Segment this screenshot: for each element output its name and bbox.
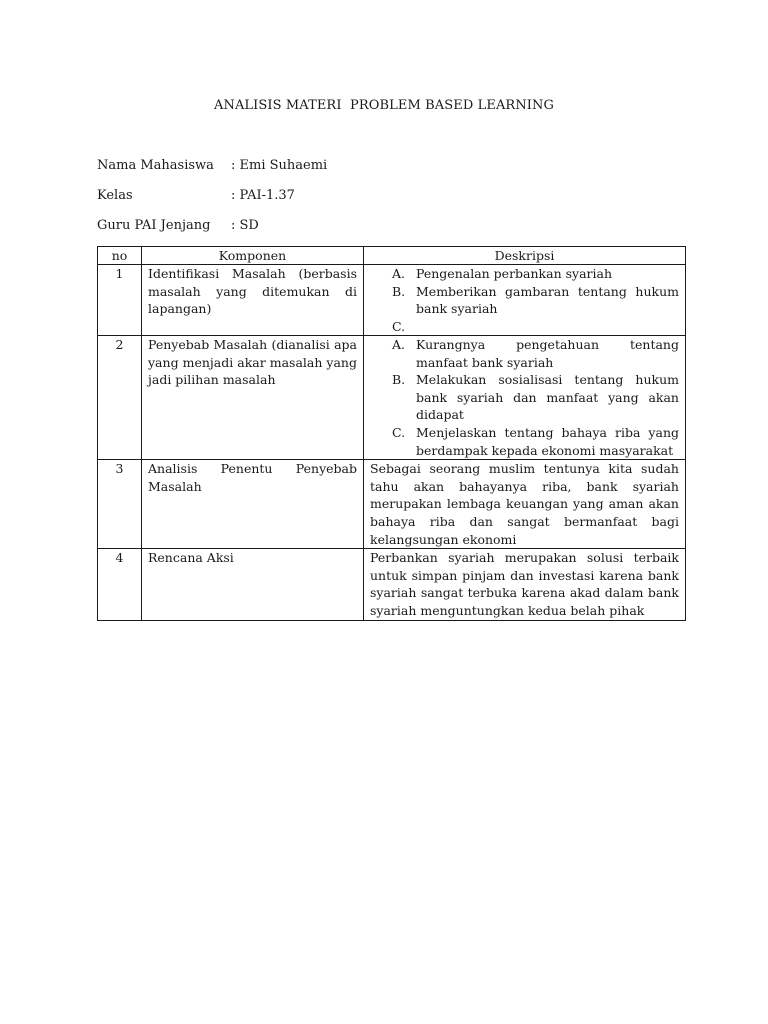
row-number: 3 xyxy=(98,460,142,549)
info-value-guru: : SD xyxy=(231,218,259,233)
deskripsi-cell xyxy=(364,336,686,460)
list-marker: A. xyxy=(392,266,406,281)
header-komponen: Komponen xyxy=(142,247,364,265)
list-marker: B. xyxy=(392,372,406,388)
list-marker: C. xyxy=(392,318,406,334)
row-number: 1 xyxy=(98,265,142,336)
list-marker: A. xyxy=(392,337,406,352)
list-item xyxy=(370,265,679,283)
list-item-text: Kurangnya pengetahuan tentang manfaat bank syariah xyxy=(416,337,679,370)
header-no: no xyxy=(98,247,142,265)
list-item xyxy=(370,336,679,371)
list-item-text: Memberikan gambaran tentang hukum bank syariah xyxy=(416,283,679,317)
analysis-table xyxy=(97,246,686,621)
info-label-nama: Nama Mahasiswa xyxy=(97,158,214,173)
list-marker: C. xyxy=(392,424,406,440)
list-item-text: Menjelaskan tentang bahaya riba yang berdampak kepada ekonomi masyarakat xyxy=(416,424,679,458)
deskripsi-list xyxy=(370,265,679,334)
list-item xyxy=(370,424,679,459)
row-number: 2 xyxy=(98,336,142,460)
list-marker: B. xyxy=(392,283,406,299)
table-row xyxy=(98,460,686,549)
info-label-kelas: Kelas xyxy=(97,188,133,203)
komponen-cell: Penyebab Masalah (dianalisi apa yang menjadi akar masalah yang jadi pilihan masalah xyxy=(142,336,364,460)
info-value-nama: : Emi Suhaemi xyxy=(231,158,328,173)
info-row-guru xyxy=(97,218,657,238)
info-value-kelas: : PAI-1.37 xyxy=(231,188,295,203)
document-title: ANALISIS MATERI PROBLEM BASED LEARNING xyxy=(213,98,554,113)
table-row xyxy=(98,336,686,460)
row-number: 4 xyxy=(98,549,142,620)
info-label-guru: Guru PAI Jenjang xyxy=(97,218,211,233)
komponen-cell: Rencana Aksi xyxy=(142,549,364,620)
list-item xyxy=(370,283,679,318)
table-header-row xyxy=(98,247,686,265)
table-row xyxy=(98,549,686,620)
komponen-cell: Analisis Penentu Penyebab Masalah xyxy=(142,460,364,549)
list-item-text: Melakukan sosialisasi tentang hukum bank syariah dan manfaat yang akan didapat xyxy=(416,372,679,423)
header-deskripsi: Deskripsi xyxy=(364,247,686,265)
deskripsi-cell: Sebagai seorang muslim tentunya kita sudah tahu akan bahayanya riba, bank syariah merupakan lembaga keuangan yang aman akan bahaya riba dan sangat bermanfaat bagi kelangsungan ekonomi xyxy=(364,460,686,549)
deskripsi-cell xyxy=(364,265,686,336)
list-item-text: Pengenalan perbankan syariah xyxy=(416,266,613,281)
info-row-nama xyxy=(97,158,657,178)
list-item xyxy=(370,371,679,424)
deskripsi-list xyxy=(370,336,679,459)
info-row-kelas xyxy=(97,188,657,208)
komponen-cell: Identifikasi Masalah (berbasis masalah yang ditemukan di lapangan) xyxy=(142,265,364,336)
table-row xyxy=(98,265,686,336)
deskripsi-cell: Perbankan syariah merupakan solusi terbaik untuk simpan pinjam dan investasi karena bank syariah sangat terbuka karena akad dalam bank syariah menguntungkan kedua belah pihak xyxy=(364,549,686,620)
